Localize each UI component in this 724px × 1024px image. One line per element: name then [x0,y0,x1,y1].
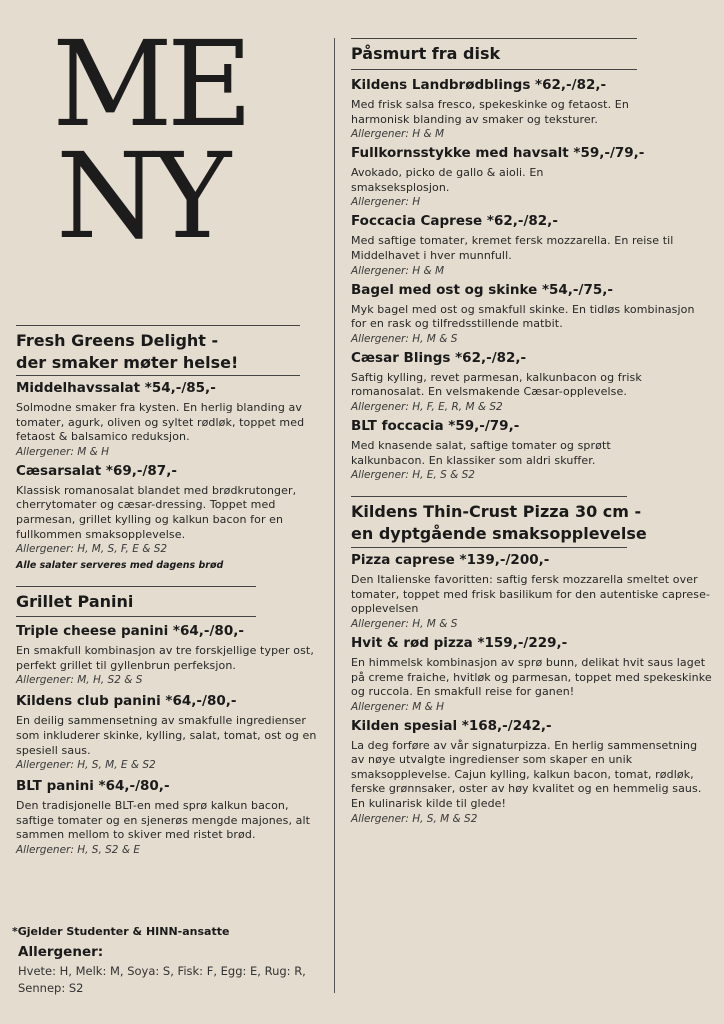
menu-item [351,417,713,482]
item-description: En deilig sammensetning av smakfulle ingredienser som inkluderer skinke, kylling, salat, tomat, ost og en spesiell saus. [16,714,317,757]
pizza-section [351,501,713,826]
pizza-heading-line1: Kildens Thin-Crust Pizza 30 cm - [351,502,642,522]
item-allergens: Allergener: H, E, S & S2 [351,469,475,482]
menu-item [16,462,322,556]
item-name: Cæsarsalat *69,-/87,- [16,462,177,479]
salads-heading-line1: Fresh Greens Delight - [16,331,219,350]
item-description: Myk bagel med ost og smakfull skinke. En tidløs kombinasjon for en rask og tilfredsstillende matbit. [351,302,695,331]
item-allergens: Allergener: H, S, S2 & E [16,843,140,856]
item-name: BLT panini *64,-/80,- [16,778,170,795]
item-name: Kilden spesial *168,-/242,- [351,717,552,734]
spreads-section [351,43,713,482]
item-description: Den tradisjonelle BLT-en med sprø kalkun bacon, saftige tomater og en sjenerøs mengde majones, alt sammen mellom to skiver med ristet brød. [16,799,311,842]
item-description: Saftig kylling, revet parmesan, kalkunbacon og frisk romanosalat. En velsmakende Cæsar-opplevelse. [351,370,642,399]
item-name: BLT foccacia *59,-/79,- [351,417,520,434]
menu-item [351,551,713,631]
item-allergens: Allergener: H, F, E, R, M & S2 [351,400,503,413]
item-allergens: Allergener: H, S, M & S2 [351,812,478,825]
section-rule [351,38,637,39]
item-name: Bagel med ost og skinke *54,-/75,- [351,281,613,298]
item-description: En smakfull kombinasjon av tre forskjellige typer ost, perfekt grillet til gyllenbrun perfeksjon. [16,644,314,672]
item-allergens: Allergener: M & H [16,445,110,458]
item-name: Cæsar Blings *62,-/82,- [351,349,527,366]
item-name: Triple cheese panini *64,-/80,- [16,623,244,640]
salads-note: Alle salater serveres med dagens brød [16,560,224,572]
item-description: Med knasende salat, saftige tomater og sprøtt kalkunbacon. En klassiker som aldri skuffer. [351,438,611,467]
price-footnote: *Gjelder Studenter & HINN-ansatte [12,925,230,938]
item-allergens: Allergener: H & M [351,264,445,277]
item-description: Med saftige tomater, kremet fersk mozzarella. En reise til Middelhavet i hver munnfull. [351,234,674,262]
menu-item [16,692,322,772]
menu-item [351,76,713,141]
menu-title [52,15,282,265]
salads-section [16,330,322,572]
right-column [351,38,713,826]
item-description: Avokado, picko de gallo & aioli. En smakseksplosjon. [351,166,544,194]
menu-item [351,717,713,826]
section-rule [16,375,300,376]
section-rule [16,325,300,326]
menu-item [16,622,322,687]
menu-title-line2: NY [56,127,226,265]
item-allergens: Allergener: H, M & S [351,617,458,630]
item-allergens: Allergener: H [351,196,421,209]
salads-heading-line2: der smaker møter helse! [16,353,239,372]
menu-item [16,777,322,857]
item-name: Foccacia Caprese *62,-/82,- [351,213,558,230]
item-allergens: Allergener: H, S, M, E & S2 [16,759,156,772]
section-rule [351,496,627,497]
section-rule [16,616,256,617]
item-description: Med frisk salsa fresco, spekeskinke og fetaost. En harmonisk blanding av smaker og teksturer. [351,98,629,126]
item-name: Kildens club panini *64,-/80,- [16,693,237,710]
spreads-heading: Påsmurt fra disk [351,44,501,63]
section-rule [16,586,256,587]
menu-item [351,281,713,346]
item-name: Pizza caprese *139,-/200,- [351,552,550,569]
menu-item [16,379,322,459]
item-description: Solmodne smaker fra kysten. En herlig blanding av tomater, agurk, oliven og syltet rødløk, toppet med fetaost & balsamico reduksjon. [16,401,305,444]
column-divider [334,38,335,993]
panini-section [16,591,322,857]
item-description: La deg forføre av vår signaturpizza. En herlig sammensetning av nøye utvalgte ingredienser som skaper en unik smaksopplevelse. Cajun kylling, kalkun bacon, tomat, rødløk, ferske grønnsaker, oster av høy kvalitet og en hemmelig saus. En kulinarisk kilde til glede! [351,738,702,811]
item-allergens: Allergener: M & H [351,700,445,713]
item-allergens: Allergener: H, M, S, F, E & S2 [16,543,168,556]
panini-heading: Grillet Panini [16,592,134,612]
item-name: Kildens Landbrødblings *62,-/82,- [351,77,607,93]
item-description: En himmelsk kombinasjon av sprø bunn, delikat hvit saus laget på creme fraiche, hvitløk og parmesan, toppet med spekeskinke og ruccola. En smakfull reise for ganen! [351,655,712,699]
allergen-legend-text: Hvete: H, Melk: M, Soya: S, Fisk: F, Egg: E, Rug: R, Sennep: S2 [18,964,306,995]
item-name: Hvit & rød pizza *159,-/229,- [351,634,568,651]
section-rule [351,547,627,548]
pizza-heading-line2: en dyptgående smaksopplevelse [351,524,647,544]
left-column [16,325,322,857]
item-allergens: Allergener: H & M [351,128,445,141]
menu-item [351,212,713,277]
item-description: Den Italienske favoritten: saftig fersk mozzarella smeltet over tomater, toppet med frisk basilikum for den autentiske caprese-opplevelsen [351,573,711,616]
menu-item [351,144,713,209]
allergen-legend-title: Allergener: [18,944,104,960]
item-allergens: Allergener: H, M & S [351,332,458,345]
item-name: Middelhavssalat *54,-/85,- [16,380,216,396]
item-allergens: Allergener: M, H, S2 & S [16,674,143,687]
item-description: Klassisk romanosalat blandet med brødkrutonger, cherrytomater og cæsar-dressing. Toppet med parmesan, grillet kylling og kalkun bacon for en fullkommen smaksopplevelse. [16,483,297,541]
menu-item [351,349,713,414]
section-rule [351,69,637,70]
menu-title-line1: ME [52,15,247,153]
item-name: Fullkornsstykke med havsalt *59,-/79,- [351,145,645,162]
menu-item [351,634,713,714]
